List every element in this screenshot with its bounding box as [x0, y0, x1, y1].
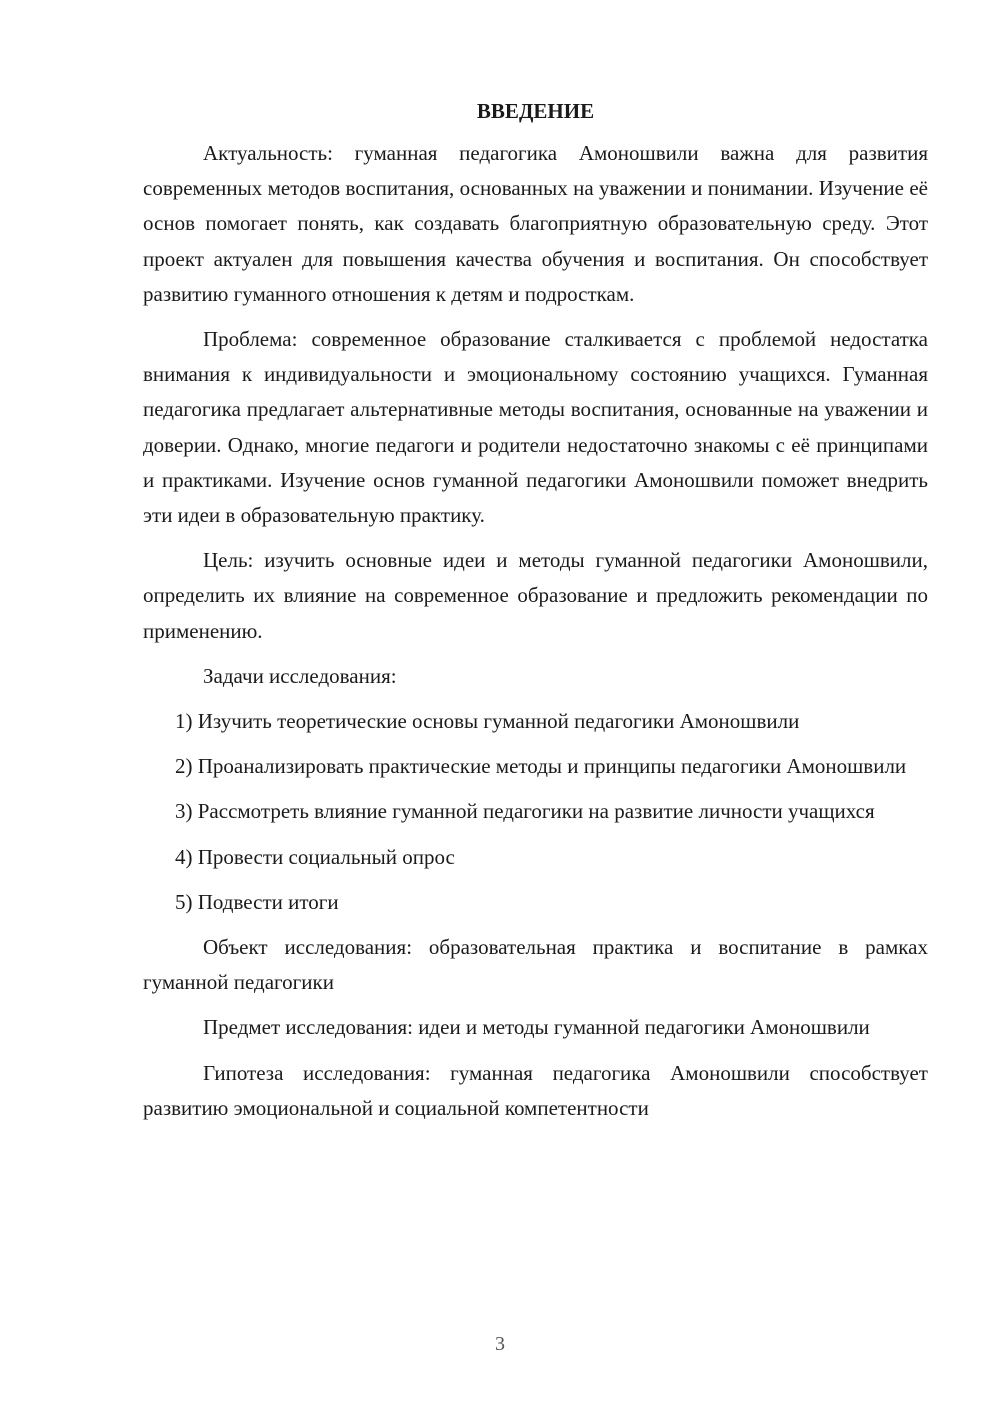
hypothesis-paragraph: Гипотеза исследования: гуманная педагогика Амоношвили способствует развитию эмоциональной и социальной компетентности — [143, 1060, 928, 1120]
document-page — [143, 96, 928, 1136]
goal-paragraph: Цель: изучить основные идеи и методы гуманной педагогики Амоношвили, определить их влияние на современное образование и предложить рекомендации по применению. — [143, 548, 928, 643]
page-number: 3 — [495, 1333, 505, 1355]
task-item-3: 3) Рассмотреть влияние гуманной педагогики на развитие личности учащихся — [175, 799, 875, 824]
task-item-4: 4) Провести социальный опрос — [175, 844, 455, 869]
subject-paragraph: Предмет исследования: идеи и методы гуманной педагогики Амоношвили — [203, 1015, 870, 1040]
task-item-5: 5) Подвести итоги — [175, 889, 339, 914]
task-item-2: 2) Проанализировать практические методы и принципы педагогики Амоношвили — [175, 754, 907, 779]
page-title: ВВЕДЕНИЕ — [476, 99, 595, 123]
tasks-heading: Задачи исследования: — [203, 663, 397, 688]
task-item-1: 1) Изучить теоретические основы гуманной педагогики Амоношвили — [175, 709, 800, 734]
relevance-paragraph: Актуальность: гуманная педагогика Амоношвили важна для развития современных методов воспитания, основанных на уважении и понимании. Изучение её основ помогает понять, как создавать благоприятную образовательную среду. Этот проект актуален для повышения качества обучения и воспитания. Он способствует развитию гуманного отношения к детям и подросткам. — [143, 141, 928, 306]
problem-paragraph: Проблема: современное образование сталкивается с проблемой недостатка внимания к индивидуальности и эмоциональному состоянию учащихся. Гуманная педагогика предлагает альтернативные методы воспитания, основанные на уважении и доверии. Однако, многие педагоги и родители недостаточно знакомы с её принципами и практиками. Изучение основ гуманной педагогики Амоношвили поможет внедрить эти идеи в образовательную практику. — [143, 327, 928, 528]
object-paragraph: Объект исследования: образовательная практика и воспитание в рамках гуманной педагогики — [143, 935, 928, 995]
